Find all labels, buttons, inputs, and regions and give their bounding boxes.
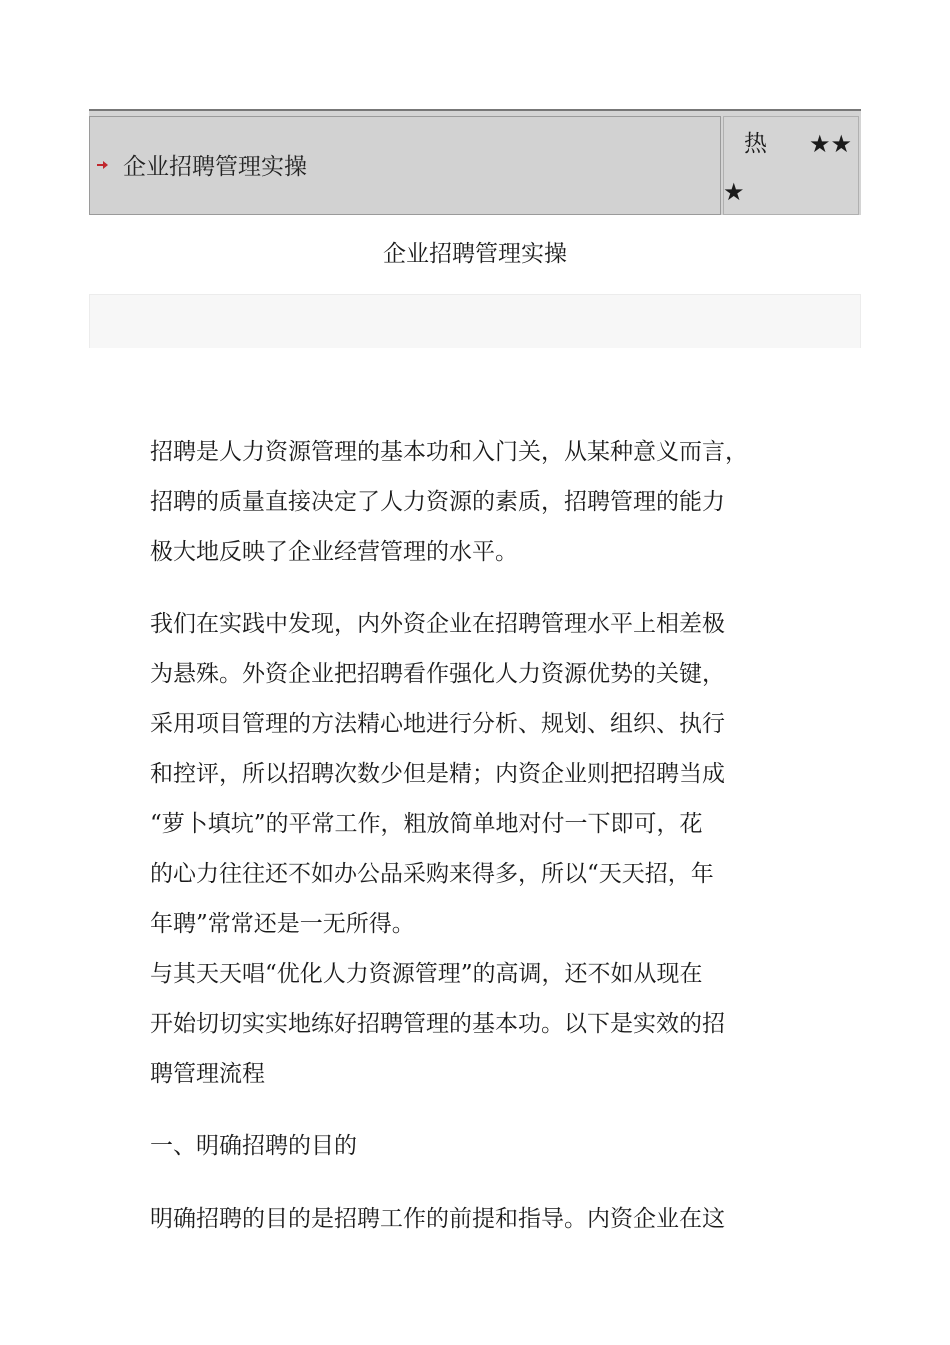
star-rating-icon: ★★: [809, 130, 853, 158]
paragraph-line: 聘管理流程: [150, 1061, 265, 1087]
paragraph-line: “萝卜填坑”的平常工作，粗放简单地对付一下即可，花: [150, 811, 703, 837]
header-title[interactable]: 企业招聘管理实操: [123, 154, 307, 180]
article-title: 企业招聘管理实操: [383, 241, 567, 267]
section-heading: 一、明确招聘的目的: [150, 1133, 357, 1159]
paragraph-line: 明确招聘的目的是招聘工作的前提和指导。内资企业在这: [150, 1206, 725, 1232]
paragraph-line: 年聘”常常还是一无所得。: [150, 911, 415, 937]
hot-rating-cell: [723, 116, 859, 215]
paragraph-line: 的心力往往还不如办公品采购来得多，所以“天天招，年: [150, 861, 714, 887]
paragraph-line: 为悬殊。外资企业把招聘看作强化人力资源优势的关键，: [150, 661, 725, 687]
paragraph-line: 极大地反映了企业经营管理的水平。: [150, 539, 518, 565]
paragraph-line: 开始切切实实地练好招聘管理的基本功。以下是实效的招: [150, 1011, 725, 1037]
header-title-cell: [89, 116, 721, 215]
info-bar: [89, 294, 861, 348]
hot-label: 热: [744, 131, 767, 157]
paragraph-line: 和控评，所以招聘次数少但是精；内资企业则把招聘当成: [150, 761, 725, 787]
paragraph-line: 采用项目管理的方法精心地进行分析、规划、组织、执行: [150, 711, 725, 737]
paragraph-line: 与其天天唱“优化人力资源管理”的高调，还不如从现在: [150, 961, 703, 987]
article-header-table: [89, 109, 861, 215]
star-rating-icon: ★: [723, 178, 745, 206]
paragraph-line: 招聘的质量直接决定了人力资源的素质，招聘管理的能力: [150, 489, 725, 515]
paragraph-line: 我们在实践中发现，内外资企业在招聘管理水平上相差极: [150, 611, 725, 637]
arrow-right-icon: [97, 158, 109, 172]
paragraph-line: 招聘是人力资源管理的基本功和入门关，从某种意义而言，: [150, 439, 748, 465]
